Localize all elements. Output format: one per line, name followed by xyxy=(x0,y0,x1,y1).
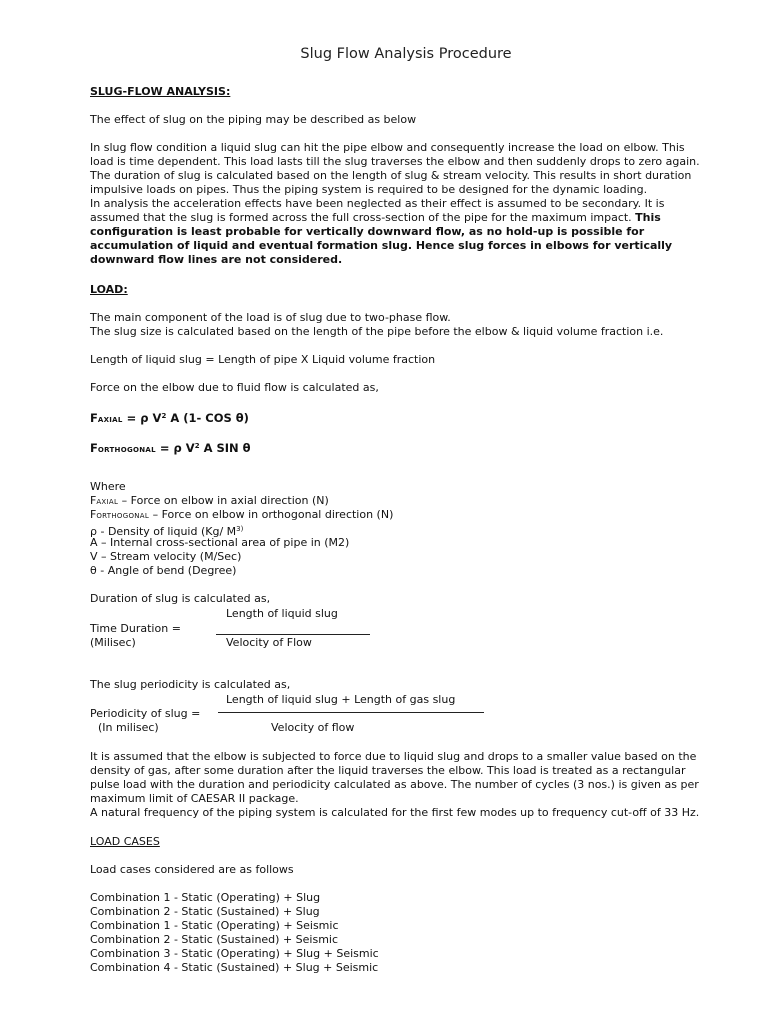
definition-orthogonal xyxy=(90,508,393,523)
paragraph-line: In analysis the acceleration effects have been neglected as their effect is assumed to be secondary. It is xyxy=(90,197,665,210)
force-intro: Force on the elbow due to fluid flow is calculated as, xyxy=(90,381,379,394)
length-formula: Length of liquid slug = Length of pipe X Liquid volume fraction xyxy=(90,353,436,366)
fraction-bar xyxy=(218,712,484,713)
definition-velocity: V – Stream velocity (M/Sec) xyxy=(90,550,242,563)
periodicity-lhs: Periodicity of slug = xyxy=(90,707,201,720)
duration-lhs: Time Duration = xyxy=(90,622,181,635)
paragraph-bold-line: accumulation of liquid and eventual formation slug. Hence slug forces in elbows for vertically xyxy=(90,239,673,252)
paragraph-line: impulsive loads on pipes. Thus the piping system is required to be designed for the dynamic loading. xyxy=(90,183,648,196)
paragraph-line: density of gas, after some duration after the liquid traverses the elbow. This load is treated as a rectangular xyxy=(90,764,686,777)
periodicity-unit: (In milisec) xyxy=(98,721,159,734)
paragraph-line: load is time dependent. This load lasts till the slug traverses the elbow and then suddenly drops to zero again. xyxy=(90,155,700,168)
periodicity-intro: The slug periodicity is calculated as, xyxy=(90,678,291,691)
formula-superscript: 2 xyxy=(161,412,167,420)
definition-angle: θ - Angle of bend (Degree) xyxy=(90,564,237,577)
paragraph-line: It is assumed that the elbow is subjected to force due to liquid slug and drops to a smaller value based on the xyxy=(90,750,697,763)
formula-rhs: = ρ V xyxy=(122,411,162,425)
orthogonal-force-formula xyxy=(90,439,251,457)
formula-rhs: = ρ V xyxy=(155,441,195,455)
paragraph-bold-line: downward flow lines are not considered. xyxy=(90,253,343,266)
paragraph-line: The slug size is calculated based on the length of the pipe before the elbow & liquid volume fraction i.e. xyxy=(90,325,664,338)
intro-line: The effect of slug on the piping may be described as below xyxy=(90,113,417,126)
definition-text: – Force on elbow in axial direction (N) xyxy=(118,494,329,507)
definition-subscript: ORTHOGONAL xyxy=(96,512,150,520)
definition-symbol: F xyxy=(90,508,97,521)
combination-item: Combination 4 - Static (Sustained) + Slug + Seismic xyxy=(90,961,379,974)
duration-numerator: Length of liquid slug xyxy=(226,607,338,620)
paragraph-line: A natural frequency of the piping system is calculated for the first few modes up to frequency cut-off of 33 Hz. xyxy=(90,806,700,819)
definition-symbol: F xyxy=(90,494,97,507)
duration-denominator: Velocity of Flow xyxy=(226,636,312,649)
definition-area: A – Internal cross-sectional area of pipe in (M2) xyxy=(90,536,350,549)
paragraph-bold-text: This xyxy=(635,211,661,224)
duration-intro: Duration of slug is calculated as, xyxy=(90,592,271,605)
load-cases-intro: Load cases considered are as follows xyxy=(90,863,294,876)
section-heading-load-cases: LOAD CASES xyxy=(90,835,160,848)
where-label: Where xyxy=(90,480,126,493)
paragraph-line: maximum limit of CAESAR II package. xyxy=(90,792,299,805)
paragraph-bold-line: configuration is least probable for vertically downward flow, as no hold-up is possible for xyxy=(90,225,645,238)
combination-item: Combination 1 - Static (Operating) + Slug xyxy=(90,891,321,904)
paragraph-line: In slug flow condition a liquid slug can hit the pipe elbow and consequently increase the load on elbow. This xyxy=(90,141,685,154)
definition-axial xyxy=(90,494,329,509)
formula-rhs: A SIN θ xyxy=(199,441,251,455)
axial-force-formula xyxy=(90,409,249,427)
paragraph-line: pulse load with the duration and periodicity calculated as above. The number of cycles (3 nos.) is given as per xyxy=(90,778,699,791)
formula-symbol: F xyxy=(90,441,98,455)
document-title: Slug Flow Analysis Procedure xyxy=(300,46,512,62)
definition-superscript: 3) xyxy=(236,525,244,533)
fraction-bar xyxy=(216,634,370,635)
paragraph-line xyxy=(90,211,661,225)
definition-text: ρ - Density of liquid (Kg/ M xyxy=(90,525,237,538)
combination-item: Combination 2 - Static (Sustained) + Slug xyxy=(90,905,320,918)
formula-symbol: F xyxy=(90,411,98,425)
periodicity-denominator: Velocity of flow xyxy=(271,721,355,734)
section-heading-slug-flow: SLUG-FLOW ANALYSIS: xyxy=(90,85,231,98)
paragraph-line: The main component of the load is of slug due to two-phase flow. xyxy=(90,311,451,324)
definition-subscript: AXIAL xyxy=(96,498,119,506)
combination-item: Combination 3 - Static (Operating) + Slug + Seismic xyxy=(90,947,379,960)
paragraph-text: assumed that the slug is formed across the full cross-section of the pipe for the maximum impact. xyxy=(90,211,636,224)
formula-rhs: A (1- COS θ) xyxy=(166,411,249,425)
formula-subscript: ORTHOGONAL xyxy=(97,446,156,454)
combination-item: Combination 2 - Static (Sustained) + Seismic xyxy=(90,933,339,946)
section-heading-load: LOAD: xyxy=(90,283,128,296)
formula-subscript: AXIAL xyxy=(97,416,123,424)
definition-text: – Force on elbow in orthogonal direction (N) xyxy=(149,508,394,521)
paragraph-line: The duration of slug is calculated based on the length of slug & stream velocity. This results in short duration xyxy=(90,169,692,182)
formula-superscript: 2 xyxy=(194,442,200,450)
duration-unit: (Milisec) xyxy=(90,636,136,649)
periodicity-numerator: Length of liquid slug + Length of gas slug xyxy=(226,693,456,706)
combination-item: Combination 1 - Static (Operating) + Seismic xyxy=(90,919,339,932)
